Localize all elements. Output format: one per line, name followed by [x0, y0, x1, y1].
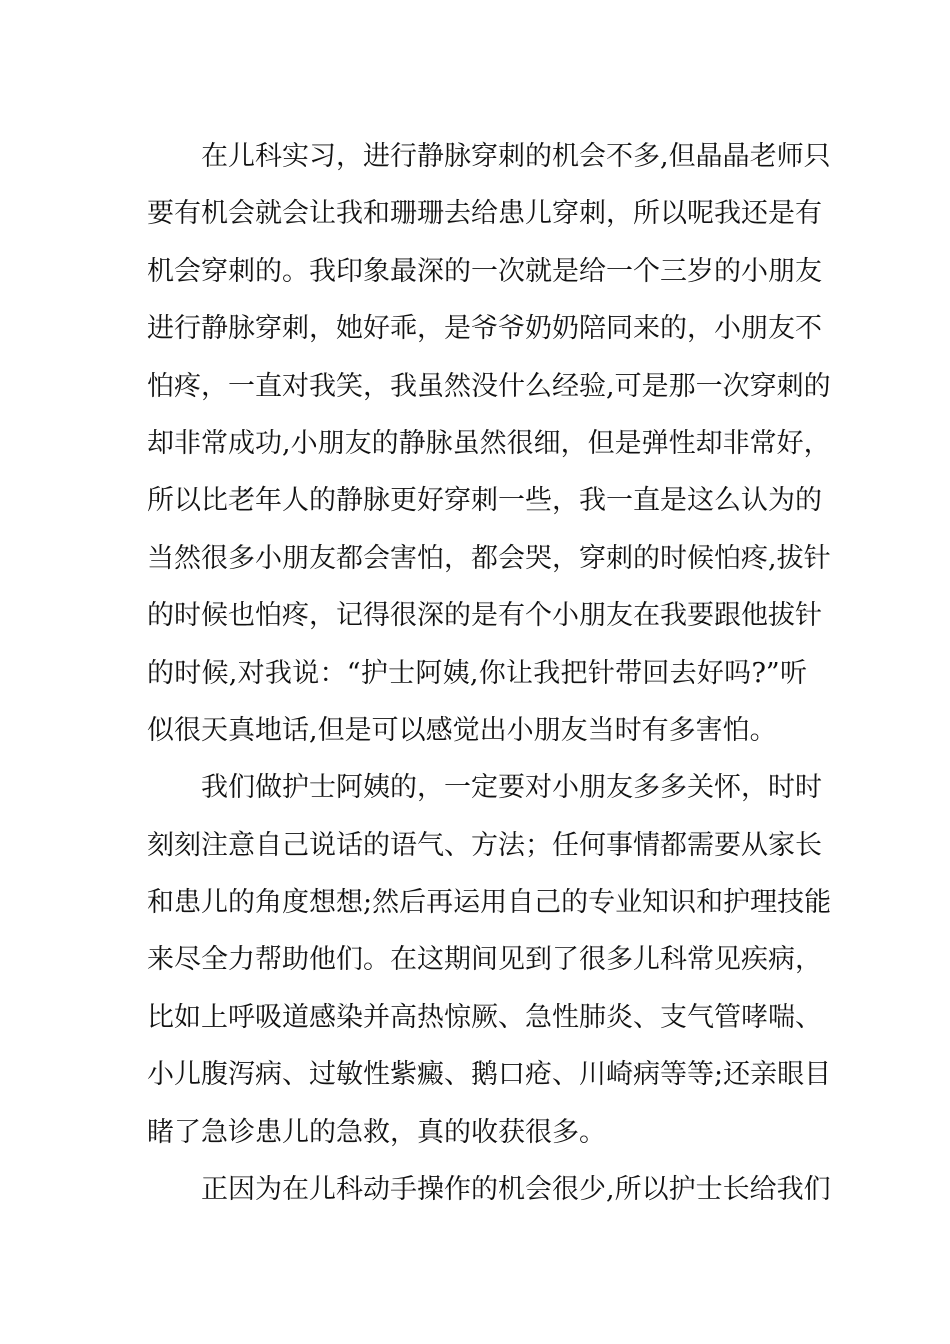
- text-line: 睹了急诊患儿的急救，真的收获很多。: [147, 1116, 606, 1148]
- text-line: 的时候,对我说：“护士阿姨,你让我把针带回去好吗?”听: [147, 657, 807, 689]
- document-body: [147, 128, 832, 1218]
- text-line: 正因为在儿科动手操作的机会很少,所以护士长给我们: [201, 1174, 831, 1206]
- text-line: 和患儿的角度想想;然后再运用自己的专业知识和护理技能: [147, 887, 832, 919]
- text-line: 机会穿刺的。我印象最深的一次就是给一个三岁的小朋友: [147, 255, 822, 287]
- text-line: 刻刻注意自己说话的语气、方法；任何事情都需要从家长: [147, 829, 822, 861]
- text-line: 我们做护士阿姨的，一定要对小朋友多多关怀，时时: [201, 772, 822, 804]
- text-line: 来尽全力帮助他们。在这期间见到了很多儿科常见疾病，: [147, 944, 822, 976]
- text-line: 却非常成功,小朋友的静脉虽然很细，但是弹性却非常好，: [147, 427, 831, 459]
- text-line: 要有机会就会让我和珊珊去给患儿穿刺，所以呢我还是有: [147, 198, 822, 230]
- text-line: 的时候也怕疼，记得很深的是有个小朋友在我要跟他拔针: [147, 600, 822, 632]
- text-line: 怕疼，一直对我笑，我虽然没什么经验,可是那一次穿刺的: [147, 370, 831, 402]
- text-line: 比如上呼吸道感染并高热惊厥、急性肺炎、支气管哮喘、: [147, 1001, 822, 1033]
- text-line: 当然很多小朋友都会害怕，都会哭，穿刺的时候怕疼,拔针: [147, 542, 831, 574]
- text-line: 似很天真地话,但是可以感觉出小朋友当时有多害怕。: [147, 714, 777, 746]
- text-line: 进行静脉穿刺，她好乖，是爷爷奶奶陪同来的，小朋友不: [147, 313, 822, 345]
- text-line: 所以比老年人的静脉更好穿刺一些，我一直是这么认为的: [147, 485, 822, 517]
- text-line: 小儿腹泻病、过敏性紫癜、鹅口疮、川崎病等等;还亲眼目: [147, 1059, 832, 1091]
- text-line: 在儿科实习，进行静脉穿刺的机会不多,但晶晶老师只: [201, 141, 831, 172]
